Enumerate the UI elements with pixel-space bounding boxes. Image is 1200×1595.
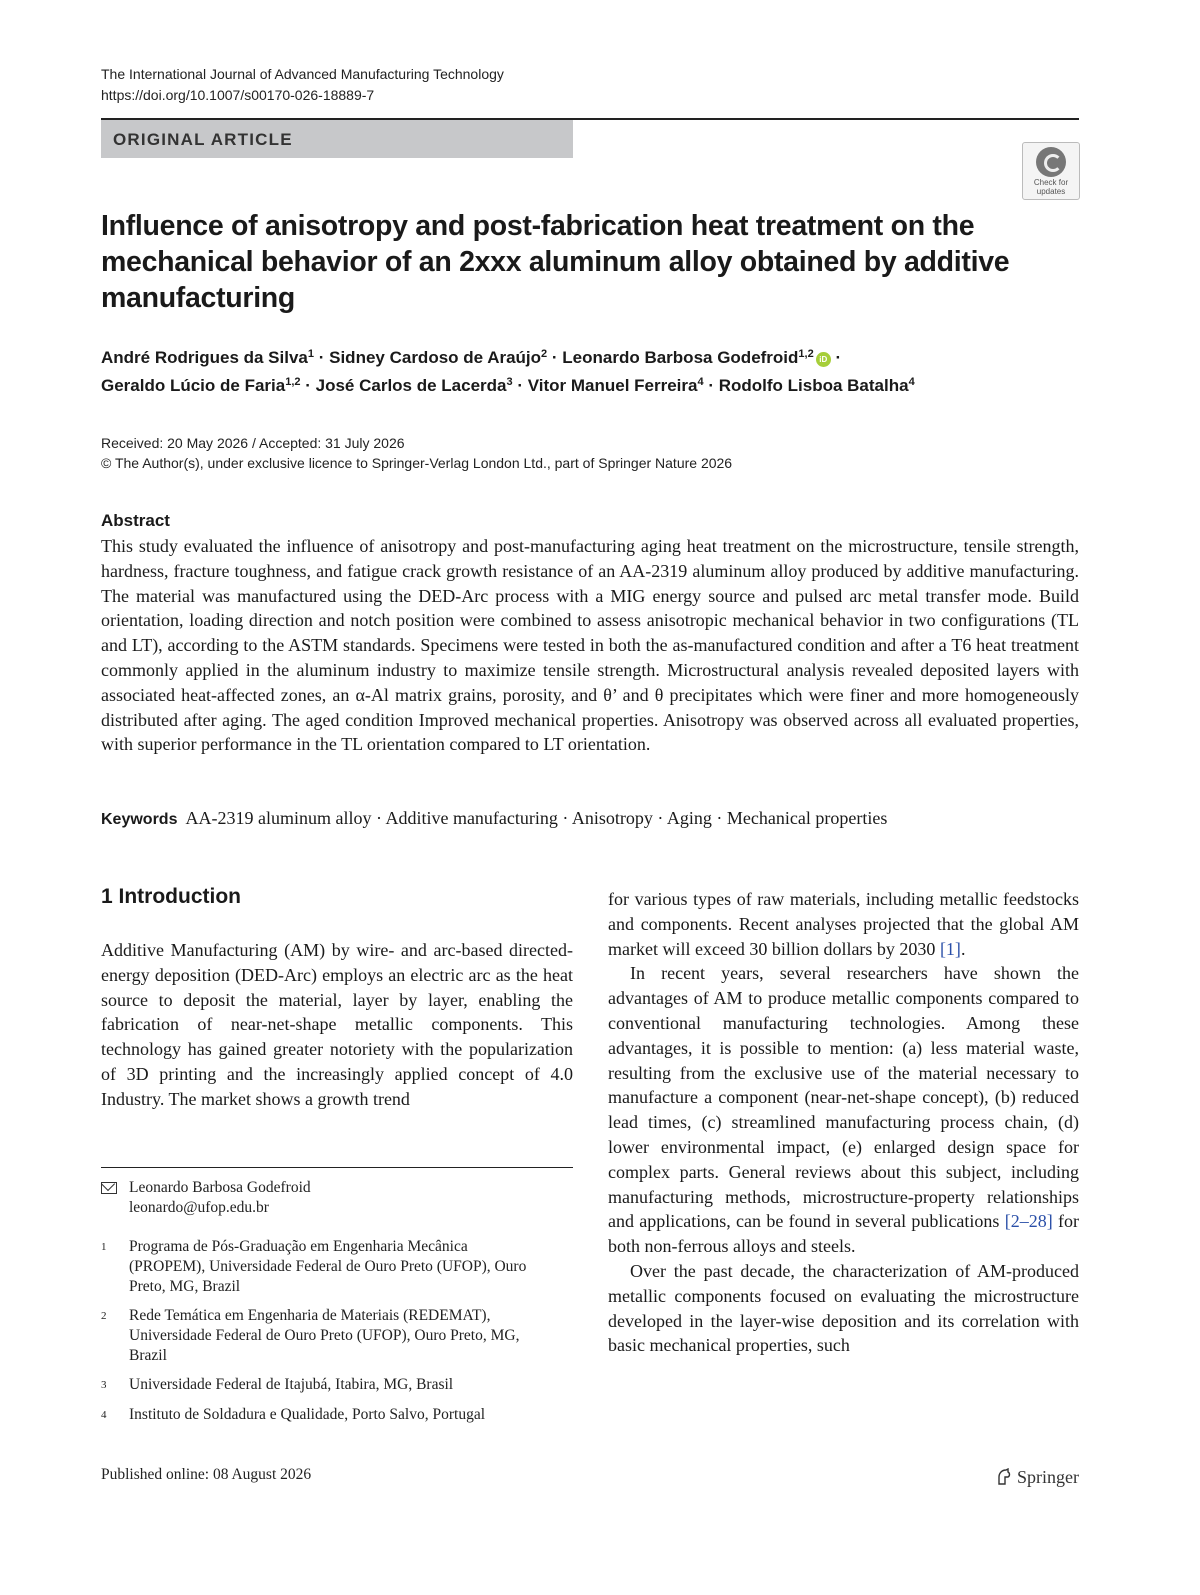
paragraph: Additive Manufacturing (AM) by wire- and arc-based directed-energy deposition (DED-Arc) employs an electric arc as the heat source to deposit the material, layer by layer, enabling the fabrication of near-net-shape metallic components. This technology has gained greater notoriety with the popularization of 3D printing and the increasingly applied concept of 4.0 Industry. The market shows a growth trend <box>101 940 573 1109</box>
author-affiliation: 2 <box>541 348 548 360</box>
affiliation-3 <box>101 1375 541 1395</box>
publisher-logo <box>996 1467 1079 1488</box>
author-affiliation: 3 <box>506 376 513 388</box>
affiliation-number: 2 <box>101 1310 107 1322</box>
paragraph: for various types of raw materials, including metallic feedstocks and components. Recent analyses projected that the global AM market will exceed 30 billion dollars by 2030 [1]. <box>608 889 1079 959</box>
check-for-updates-badge[interactable] <box>1022 142 1080 200</box>
section-heading: 1 Introduction <box>101 885 241 908</box>
journal-header <box>101 64 504 106</box>
journal-name: The International Journal of Advanced Manufacturing Technology <box>101 66 504 82</box>
affiliation-number: 1 <box>101 1241 107 1253</box>
springer-horse-icon <box>996 1468 1012 1486</box>
intro-right-column <box>608 887 1079 1358</box>
author-name[interactable]: Leonardo Barbosa Godefroid <box>562 348 799 367</box>
paragraph: Over the past decade, the characterization of AM-produced metallic components focused on evaluating the microstructure developed in the layer-wise deposition and its correlation with basic mechanical properties, such <box>608 1260 1079 1356</box>
corresponding-author <box>129 1178 311 1218</box>
author-line-2: Geraldo Lúcio de Faria$^{1,2}$ · José Carlos de Lacerda$^3$ · Vitor Manuel Ferreira$^4$ · Rodolfo Lisboa Batalha$^4$ <box>101 376 915 395</box>
title-line: manufacturing <box>101 282 296 314</box>
publication-dates <box>101 433 732 473</box>
author-name[interactable]: Sidney Cardoso de Araújo <box>329 348 542 367</box>
affiliation-4 <box>101 1405 541 1425</box>
publisher-name: Springer <box>1017 1467 1079 1487</box>
envelope-icon <box>101 1182 117 1194</box>
affiliation-number: 3 <box>101 1379 107 1391</box>
affiliation-number: 4 <box>101 1409 107 1421</box>
paragraph: In recent years, several researchers have shown the advantages of AM to produce metallic components compared to conventional manufacturing technologies. Among these advantages, it is possible to mention: (a) less material waste, resulting from the exclusive use of the material necessary to manufacture a component (near-net-shape concept), (b) reduced lead times, (c) streamlined manufacturing process chain, (d) lower environmental impact, (e) enlarged design space for complex parts. General reviews about this subject, including manufacturing methods, microstructure-property relationships and applications, can be found in several publications [2–28] for both non-ferrous alloys and steels. <box>608 963 1079 1257</box>
author-affiliation: 1,2 <box>285 376 301 388</box>
keywords-text: AA-2319 aluminum alloy · Additive manufacturing · Anisotropy · Aging · Mechanical properties <box>185 808 888 828</box>
article-type-band <box>101 120 573 158</box>
author-affiliation: 4 <box>908 376 915 388</box>
affiliation-text: Universidade Federal de Itajubá, Itabira, MG, Brasil <box>129 1376 454 1393</box>
title-line: mechanical behavior of an 2xxx aluminum alloy obtained by additive <box>101 246 1010 278</box>
author-list <box>101 344 1081 400</box>
affiliation-text: Instituto de Soldadura e Qualidade, Porto Salvo, Portugal <box>129 1406 486 1423</box>
check-updates-icon <box>1036 147 1066 177</box>
abstract-heading: Abstract <box>101 511 170 530</box>
intro-left-column <box>101 938 573 1112</box>
doi-link[interactable]: https://doi.org/10.1007/s00170-026-18889-7 <box>101 87 375 103</box>
corresponding-email[interactable]: leonardo@ufop.edu.br <box>129 1199 269 1216</box>
footnote-rule <box>101 1167 573 1168</box>
affiliation-text: Programa de Pós-Graduação em Engenharia Mecânica (PROPEM), Universidade Federal de Ouro Preto (UFOP), Ouro Preto, MG, Brazil <box>129 1238 527 1295</box>
citation-link[interactable]: [2–28] <box>1004 1211 1053 1232</box>
title-line: Influence of anisotropy and post-fabrication heat treatment on the <box>101 210 975 242</box>
affiliation-2 <box>101 1306 541 1366</box>
published-online: Published online: 08 August 2026 <box>101 1466 312 1483</box>
orcid-icon[interactable]: iD <box>816 352 831 367</box>
author-line-1: André Rodrigues da Silva$^1$ · Sidney Cardoso de Araújo$^2$ · Leonardo Barbosa Godefroid$^{1,2}$ iD · <box>101 348 842 367</box>
author-name[interactable]: Rodolfo Lisboa Batalha <box>718 376 909 395</box>
copyright-line: © The Author(s), under exclusive licence to Springer-Verlag London Ltd., part of Springer Nature 2026 <box>101 455 733 471</box>
abstract-text: This study evaluated the influence of anisotropy and post-manufacturing aging heat treatment on the microstructure, tensile strength, hardness, fracture toughness, and fatigue crack growth resistance of an AA-2319 aluminum alloy produced by additive manufacturing. The material was manufactured using the DED-Arc process with a MIG energy source and pulsed arc metal transfer mode. Build orientation, loading direction and notch position were combined to assess anisotropic mechanical behavior in two configurations (TL and LT), according to the ASTM standards. Specimens were tested in both the as-manufactured condition and after a T6 heat treatment commonly applied in the aluminum industry to maximize tensile strength. Microstructural analysis revealed deposited layers with associated heat-affected zones, an α-Al matrix grains, porosity, and θ’ and θ precipitates which were finer and more homogeneously distributed after aging. The aged condition Improved mechanical properties. Anisotropy was observed across all evaluated properties, with superior performance in the TL orientation compared to LT orientation. <box>101 536 1079 755</box>
article-title <box>101 208 1061 316</box>
keywords-label: Keywords <box>101 811 178 828</box>
keywords <box>101 806 887 832</box>
received-accepted: Received: 20 May 2026 / Accepted: 31 July 2026 <box>101 435 405 451</box>
author-name[interactable]: Vitor Manuel Ferreira <box>527 376 698 395</box>
author-affiliation: 1,2 <box>798 348 814 360</box>
affiliation-text: Rede Temática em Engenharia de Materiais (REDEMAT), Universidade Federal de Ouro Preto (UFOP), Ouro Preto, MG, Brazil <box>129 1307 520 1364</box>
author-affiliation: 1 <box>307 348 315 360</box>
check-updates-label: Check for updates <box>1033 178 1069 196</box>
author-name[interactable]: José Carlos de Lacerda <box>315 376 507 395</box>
article-type: ORIGINAL ARTICLE <box>113 130 293 149</box>
author-name[interactable]: André Rodrigues da Silva <box>101 348 308 367</box>
author-name[interactable]: Geraldo Lúcio de Faria <box>101 376 286 395</box>
affiliation-1 <box>101 1237 541 1297</box>
author-affiliation: 4 <box>697 376 704 388</box>
corresponding-name: Leonardo Barbosa Godefroid <box>129 1179 311 1196</box>
citation-link[interactable]: [1] <box>939 938 961 959</box>
